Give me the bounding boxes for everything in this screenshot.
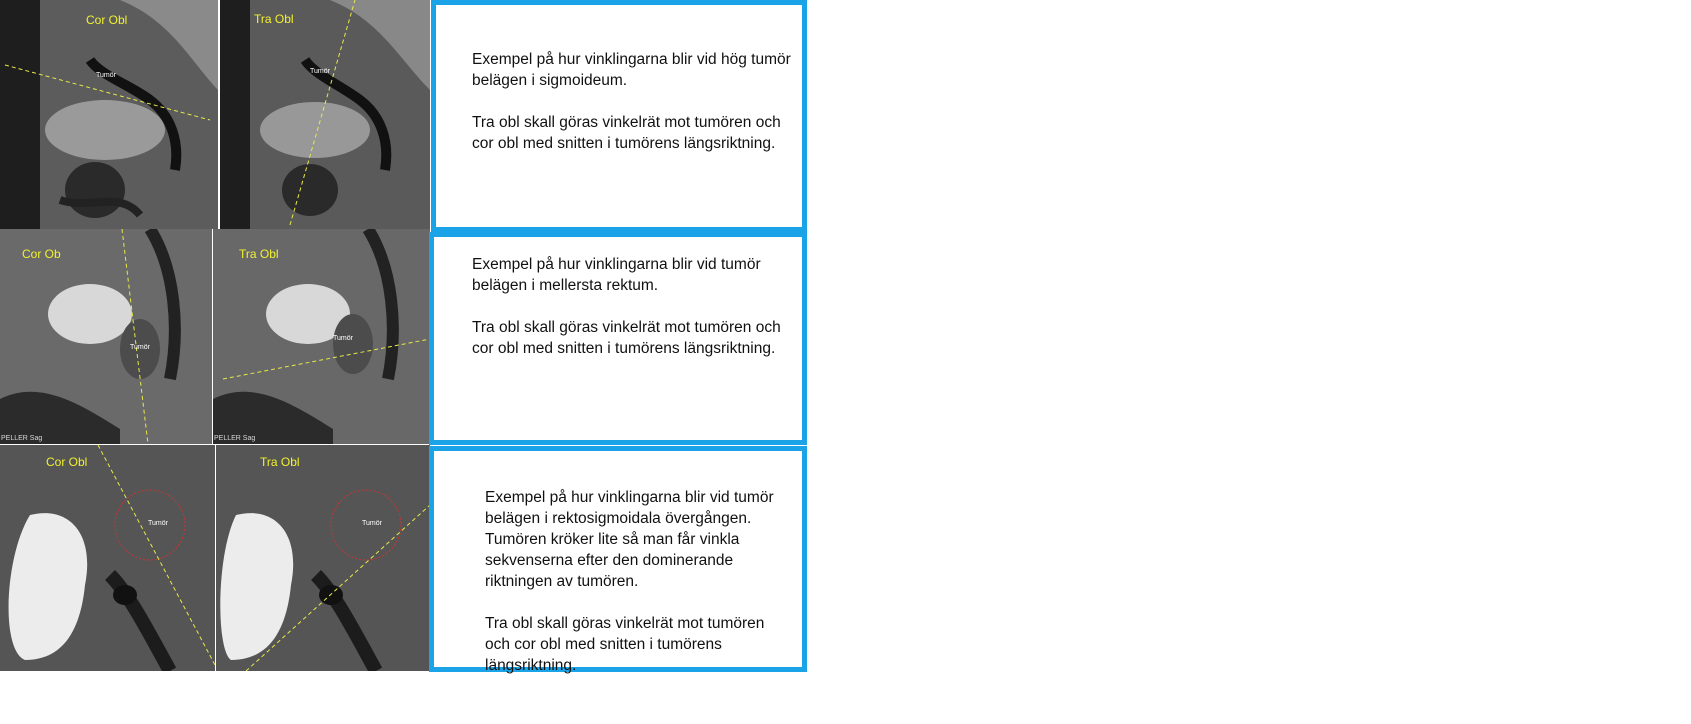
cor-obl-label: Cor Obl [86,13,128,27]
cor-obl-label: Cor Obl [46,455,88,469]
tumor-tag: Tumör [148,520,168,527]
instruction-text: Tra obl skall göras vinkelrät mot tumören och cor obl med snitten i tumörens längsriktning. [472,319,781,357]
description-box-row1 [431,0,807,232]
mri-image-row2-tra [213,229,430,444]
description-text: Exempel på hur vinklingarna blir vid tumör belägen i mellersta rektum. [472,256,761,294]
mri-image-row3-cor [0,445,215,671]
description-text: Exempel på hur vinklingarna blir vid hög tumör belägen i sigmoideum. [472,51,791,89]
sequence-label: PELLER Sag [214,435,256,442]
mri-image-row1-cor [0,0,218,229]
tumor-tag: Tumör [130,344,150,351]
tumor-tag: Tumör [310,68,330,75]
description-box-row2 [429,232,807,445]
instruction-text: Tra obl skall göras vinkelrät mot tumören och cor obl med snitten i tumörens längsriktning. [485,615,765,674]
cor-obl-label: Cor Ob [22,247,61,261]
mri-image-row1-tra [220,0,430,229]
tumor-tag: Tumör [362,520,382,527]
tumor-tag: Tumör [96,72,116,79]
description-text: Exempel på hur vinklingarna blir vid tumör belägen i rektosigmoidala övergången. Tumören kröker lite så man får vinkla sekvenserna efter den dominerande riktningen av tumören. [485,489,774,590]
tra-obl-label: Tra Obl [254,12,294,26]
mri-image-row3-tra [216,445,430,671]
tumor-tag: Tumör [333,335,353,342]
mri-image-row2-cor [0,229,212,444]
tra-obl-label: Tra Obl [239,247,279,261]
instruction-text: Tra obl skall göras vinkelrät mot tumören och cor obl med snitten i tumörens längsriktning. [472,114,781,152]
tra-obl-label: Tra Obl [260,455,300,469]
sequence-label: PELLER Sag [1,435,43,442]
description-box-row3 [429,446,807,672]
